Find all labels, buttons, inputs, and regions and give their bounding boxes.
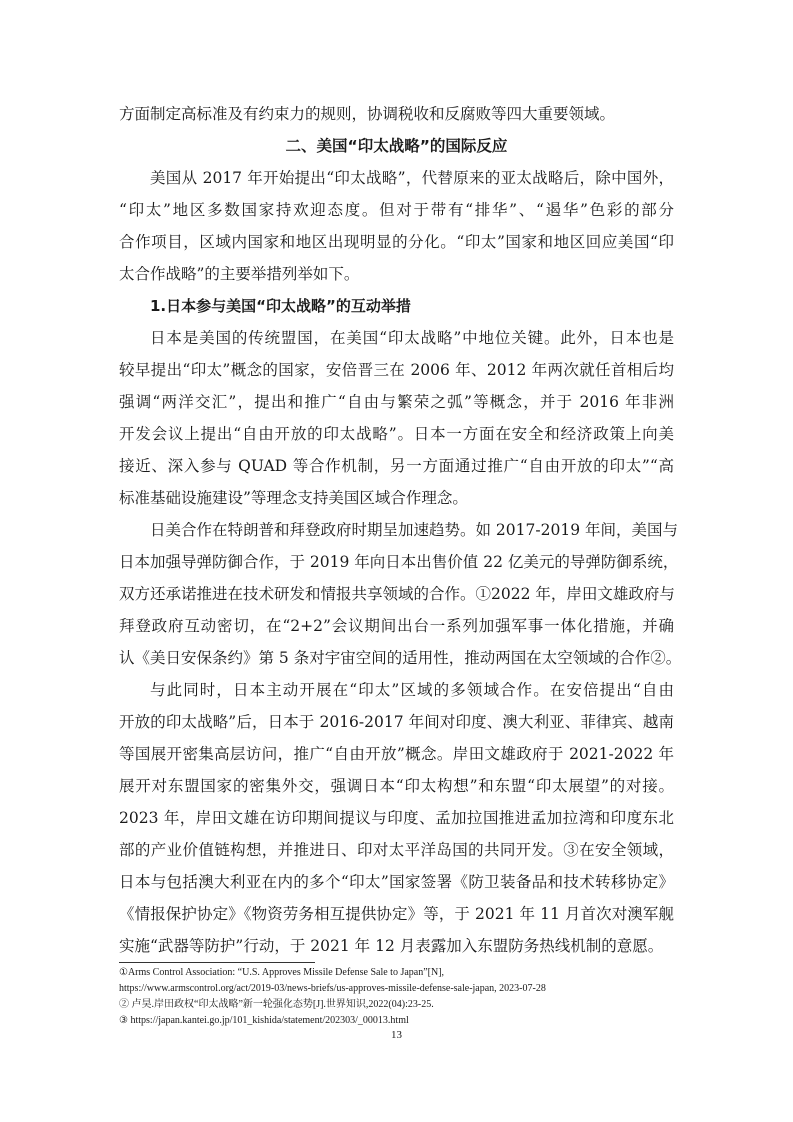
body-line: 认《美日安保条约》第 5 条对宇宙空间的适用性，推动两国在太空领域的合作②。 <box>119 649 682 667</box>
body-line: 日本加强导弹防御合作，于 2019 年向日本出售价值 22 亿美元的导弹防御系统， <box>119 553 679 571</box>
footnote: ③ https://japan.kantei.go.jp/101_kishida/statement/202303/_00013.html <box>119 1015 409 1026</box>
footnote-divider <box>119 962 315 963</box>
body-line: 部的产业价值链构想，并推进日、印对太平洋岛国的共同开发。③在安全领域， <box>119 841 674 859</box>
body-line: 2023 年，岸田文雄在访印期间提议与印度、孟加拉国推进孟加拉湾和印度东北 <box>119 809 674 827</box>
page-number: 13 <box>391 1029 402 1041</box>
body-line: 双方还承诺推进在技术研发和情报共享领域的合作。①2022 年，岸田文雄政府与 <box>119 585 675 603</box>
footnote: https://www.armscontrol.org/act/2019-03/news-briefs/us-approves-missile-defense-sale-japan, 2023-07-28 <box>119 983 546 994</box>
body-line: 强调“两洋交汇”，提出和推广“自由与繁荣之弧”等概念，并于 2016 年非洲 <box>119 393 674 411</box>
body-line: 开发会议上提出“自由开放的印太战略”。日本一方面在安全和经济政策上向美 <box>119 425 674 443</box>
body-line: 美国从 2017 年开始提出“印太战略”，代替原来的亚太战略后，除中国外， <box>150 169 674 187</box>
body-line: 接近、深入参与 QUAD 等合作机制，另一方面通过推广“自由开放的印太”“高 <box>119 457 674 475</box>
body-line: 开放的印太战略”后，日本于 2016-2017 年间对印度、澳大利亚、菲律宾、越南 <box>119 713 674 731</box>
body-line: 标准基础设施建设”等理念支持美国区域合作理念。 <box>119 489 468 507</box>
body-line: 实施“武器等防护”行动，于 2021 年 12 月表露加入东盟防务热线机制的意愿。 <box>119 937 664 955</box>
body-line: 展开对东盟国家的密集外交，强调日本“印太构想”和东盟“印太展望”的对接。 <box>119 777 674 795</box>
body-line: 《情报保护协定》《物资劳务相互提供协定》等，于 2021 年 11 月首次对澳军舰 <box>119 905 674 923</box>
body-line: 日美合作在特朗普和拜登政府时期呈加速趋势。如 2017-2019 年间，美国与 <box>150 521 678 539</box>
section-heading: 二、美国“印太战略”的国际反应 <box>285 137 508 155</box>
body-line: 方面制定高标准及有约束力的规则，协调税收和反腐败等四大重要领域。 <box>119 105 616 123</box>
body-line: 与此同时，日本主动开展在“印太”区域的多领域合作。在安倍提出“自由 <box>150 681 674 699</box>
footnote: ② 卢昊.岸田政权“印太战略”新一轮强化态势[J].世界知识,2022(04):23-25. <box>119 999 434 1010</box>
body-line: “印太”地区多数国家持欢迎态度。但对于带有“排华”、“遏华”色彩的部分 <box>119 201 674 219</box>
body-line: 日本与包括澳大利亚在内的多个“印太”国家签署《防卫装备品和技术转移协定》 <box>119 873 674 891</box>
body-line: 太合作战略”的主要举措列举如下。 <box>119 265 360 283</box>
body-line: 较早提出“印太”概念的国家，安倍晋三在 2006 年、2012 年两次就任首相后均 <box>119 361 674 379</box>
body-line: 日本是美国的传统盟国，在美国“印太战略”中地位关键。此外，日本也是 <box>150 329 674 347</box>
body-line: 等国展开密集高层访问，推广“自由开放”概念。岸田文雄政府于 2021-2022 年 <box>119 745 674 763</box>
body-line: 合作项目，区域内国家和地区出现明显的分化。“印太”国家和地区回应美国“印 <box>119 233 674 251</box>
body-line: 拜登政府互动密切，在“2+2”会议期间出台一系列加强军事一体化措施，并确 <box>119 617 674 635</box>
subsection-heading: 1.日本参与美国“印太战略”的互动举措 <box>150 297 411 315</box>
footnote: ①Arms Control Association: “U.S. Approves Missile Defense Sale to Japan”[N], <box>119 967 445 978</box>
